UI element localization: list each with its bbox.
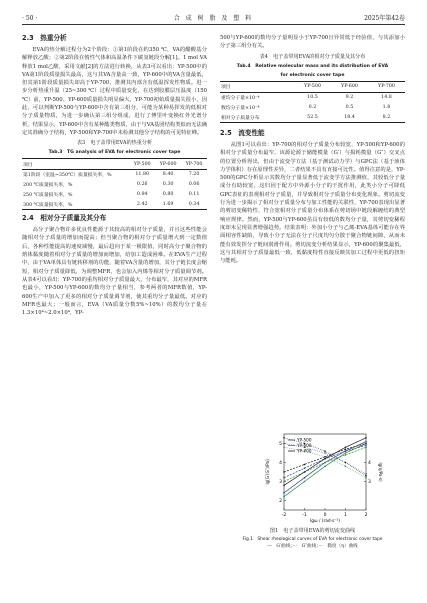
rheology-chart — [262, 428, 382, 524]
right-column — [220, 34, 405, 265]
data-point — [324, 456, 326, 458]
data-point — [304, 464, 306, 466]
data-point — [365, 445, 367, 447]
y-right-tick-label: 3 — [368, 480, 371, 485]
running-head — [22, 13, 405, 25]
table-cell: 重均分子量×10⁻⁴ — [221, 95, 260, 101]
data-point — [345, 454, 347, 456]
table-4 — [220, 81, 405, 123]
table-cell: 14.8 — [381, 94, 392, 100]
y-axis-label: lg[G′(G″)/Pa] — [265, 459, 270, 485]
x-tick-label: 1 — [344, 513, 347, 518]
table-cell: 300 ℃质量损失率，% — [22, 199, 129, 209]
table-header-cell: YP-500 — [294, 82, 331, 93]
table-cell: 7.20 — [188, 172, 200, 178]
table-row — [22, 180, 207, 190]
data-point — [304, 471, 306, 473]
section-2-4-heading: 2.4 相对分子质量及其分布 — [22, 214, 107, 223]
table-cell: 数均分子量×10⁻⁴ — [221, 105, 260, 111]
table-4-caption-cn: 表4 电子盖带用EVA的相对分子质量及其分布 — [259, 53, 366, 60]
legend-label: YP-600 — [297, 443, 312, 448]
table-cell: 52.5 — [294, 112, 331, 122]
x-tick-label: -2 — [281, 513, 287, 518]
table-cell: 9.2 — [345, 94, 354, 100]
section-2-5-heading: 2.5 流变性能 — [220, 128, 265, 137]
data-point — [324, 466, 326, 468]
data-point — [283, 496, 285, 498]
figure-1 — [262, 428, 382, 524]
table-cell: 第1阶段（室温~350℃）质量损失率，% — [23, 173, 112, 179]
x-tick-label: 2 — [364, 513, 368, 518]
table-row — [22, 199, 207, 209]
figure-1-caption-cn: 图1 电子盖带用EVA的剪切流变曲线 — [269, 528, 356, 534]
table-row — [22, 170, 207, 180]
table-3-caption-en: Tab.3 TG analysis of EVA for electronic cover tape — [48, 150, 181, 156]
legend-label: YP-500 — [297, 437, 312, 443]
y-tick-label: 2 — [279, 499, 282, 504]
continued-text: 500与YP-600的数均分子量明显小于YP-700且异常低于经验值，与其添加小分子第三组分有关。 — [220, 35, 405, 50]
table-cell: 0.26 — [136, 182, 148, 188]
table-header-cell: 项目 — [220, 82, 294, 93]
table-row — [220, 102, 405, 112]
data-point — [324, 458, 326, 460]
table-cell: 200 ℃质量损失率，% — [23, 183, 73, 189]
section-2-3-heading: 2.3 热重分析 — [22, 34, 67, 42]
data-point — [365, 437, 367, 439]
data-point — [365, 473, 367, 475]
data-point — [283, 437, 285, 439]
left-column — [22, 34, 207, 317]
section-2-3-text: EVA的热分解过程分为2个阶段：①第1阶段在约350 ℃，VA的醋酸基分解释放乙酸；②第2阶段在惰性气体和高温条件下碳氢链段分解[1]。1 mol VA释放1 mol乙酸，采用文献[2]的方法进行转换，从表3可以看出：YP-500中的VA第1阶段质量损失最高，这与其VA含量高一致，YP-600中的VA含量最低，但其第1阶段质量损失却高于YP-700，推测其内部含有低温挥发性物质。进一步分析热重升温（25~300 ℃）过程中质量变化，在达到胶膜层压温度（150 ℃）前，YP-500、YP-600质量损失明显偏大，YP-700初始质量损失很小，因此，可以判断YP-500与YP-600中含有第三组分，可能为某种易挥发的低相对分子质量物质，为进一步确认第三组分组成，进行了傅里叶变换红外光谱分析，结果显示，YP-600中含有某种酯类物质，由于与VA基团结构类似而无法确定其准确分子结构，YP-500和YP-700中未检测其他分子结构的可见特征峰。 — [22, 47, 207, 136]
table-cell: 0.06 — [188, 182, 200, 188]
data-point — [283, 471, 285, 473]
table-4-caption-en-line2: for electronic cover tape — [280, 72, 345, 78]
table-cell: 11.80 — [135, 172, 150, 178]
table-cell: 0.80 — [162, 192, 174, 198]
figure-1-caption-en: Fig.1 Shear rheological curves of EVA for electronic cover tape — [242, 537, 383, 542]
figure-1-legend-note: — G′曲线；··· G″曲线；··· 黏度（η）曲线 — [267, 544, 358, 549]
table-cell: 8.2 — [368, 112, 405, 122]
issue-label: 2025年第42卷 — [364, 15, 405, 22]
table-cell: 0.94 — [136, 192, 148, 198]
table-cell: 250 ℃质量损失率，% — [23, 193, 73, 199]
table-cell: 相对分子质量分布 — [220, 112, 294, 122]
data-point — [283, 443, 285, 445]
data-point — [365, 475, 367, 477]
table-header-cell: YP-700 — [368, 82, 405, 93]
table-cell: 1.8 — [382, 104, 391, 110]
table-header-row — [220, 82, 405, 93]
table-header-cell: YP-600 — [331, 82, 368, 93]
table-3 — [22, 158, 207, 210]
journal-title: 合 成 树 脂 及 塑 料 — [173, 15, 254, 22]
table-cell: 8.40 — [162, 172, 174, 178]
table-header-cell: YP-700 — [181, 159, 207, 170]
table-4-caption-en: Tab.4 Relative molecular mass and its distribution of EVA — [236, 63, 389, 69]
data-point — [345, 462, 347, 464]
y-right-axis-label: lg(η/Pa·s) — [378, 462, 383, 482]
y-tick-label: 4 — [279, 461, 282, 466]
data-point — [345, 447, 347, 449]
table-row — [220, 92, 405, 102]
table-cell: 0.30 — [162, 182, 174, 188]
table-cell: 0.2 — [308, 104, 317, 110]
data-point — [345, 466, 347, 468]
table-row — [22, 190, 207, 200]
data-point — [304, 467, 306, 469]
table-header-cell: YP-500 — [129, 159, 155, 170]
data-point — [283, 485, 285, 487]
y-right-tick-label: 4 — [368, 461, 371, 466]
table-cell: 0.11 — [188, 192, 200, 198]
data-point — [304, 481, 306, 483]
data-point — [283, 481, 285, 483]
data-point — [365, 447, 367, 449]
table-3-caption-cn: 表3 电子盖带用EVA的热重分析 — [76, 140, 153, 147]
data-point — [365, 441, 367, 443]
data-point — [283, 477, 285, 479]
section-2-5-text: 从图1可以看出：YP-700的相对分子质量分布较宽，YP-500和YP-600的相对分子质量分布最窄，该源论源于储能模量（G′）与损耗模量（G″）交叉点的位置分析得出，但由于流变学方法（基于测试动力学）与GPC法（基于液体力学体积）存在原理性差异，二者结果不具有直接可比性。值得注意的是，YP-500的GPC分析显示其数均分子量显著低于流变学方法推测值，其较低分子量成分有助较宽，这归因于配方中外源小分子的干扰作用，此类小分子可降低GPC表征的表观相对分子质量，并导致相对分子质量分布变化现象。剪切流变行为进一步揭示了相对分子质量分布与加工性能的关联性，YP-700表现出显著的剪切变稀特性，符合宽相对分子质量分布体系在剪切场中链段解缠结的典型响应规律。然而，YP-500与YP-600虽具有较低的数均分子量，其剪切变稀程度却未呈现显著增强趋势。结果表明：外加小分子与乙烯-EVA基体可能存在界面相容性缺陷，导致小分子无法在分子尺度均匀分散于聚合物链间隙，从而未能有效发挥分子链间润滑作用。剪切流变分析结果显示，YP-600的聚集最低，这与其相对分子质量最低一致，低黏度特性直接反映其加工过程中更低的扭矩与能耗。 — [220, 141, 405, 265]
y-tick-label: 5 — [279, 442, 282, 447]
table-header-cell: YP-600 — [155, 159, 181, 170]
legend-label: YP-700 — [297, 448, 312, 454]
table-row — [220, 112, 405, 122]
data-point — [324, 450, 326, 452]
data-point — [283, 492, 285, 494]
data-point — [304, 477, 306, 479]
table-cell: 0.5 — [345, 104, 354, 110]
data-point — [365, 443, 367, 445]
y-tick-label: 3 — [279, 480, 282, 485]
data-point — [345, 450, 347, 452]
table-cell: 1.69 — [155, 199, 181, 209]
table-cell: 10.5 — [307, 94, 318, 100]
x-tick-label: 0 — [323, 513, 327, 518]
table-cell: 0.34 — [181, 199, 207, 209]
table-header-row — [22, 159, 207, 170]
data-point — [345, 452, 347, 454]
data-point — [324, 452, 326, 454]
x-axis-label: lgω / (rad·s⁻¹) — [310, 519, 340, 524]
x-tick-label: -1 — [302, 513, 307, 518]
data-point — [283, 447, 285, 449]
table-cell: 18.4 — [331, 112, 368, 122]
data-point — [345, 448, 347, 450]
table-header-cell: 项目 — [22, 159, 129, 170]
table-cell: 2.42 — [129, 199, 155, 209]
data-point — [365, 477, 367, 479]
page-number: · 50 · — [22, 15, 38, 22]
data-point — [324, 462, 326, 464]
section-2-4-text: 高分子聚合物许多优良性能源于其较高的相对分子质量，并且这些性能会随相对分子质量的增加而提高；但当聚合物的相对分子质量增大到一定数值后，各种性能提高的速度减慢，最后趋向于某一极限值，同时高分子聚合物的熔体黏度随着相对分子质量的增加而增加，给加工造成困难。在EVA生产过程中，由于VA单体具有链转移剂的功能，随着VA含量的增加，其分子链长度会缩短，相对分子质量降低，为调整MFR，也会加入内烯等相对分子质量调节剂。从表4可以看出：YP-700的重均相对分子质量最大，分布最窄，其对应的MFR也最小，YP-500与YP-600的数均分子量相当，参考两者的MFR数值，YP-600生产中加入了更多的相对分子质量调节剂，使其重均分子量最低。对应的MFR也最大；一般而言，EVA（VA质量分数5%~10%）的数均分子量在1.3×10⁴~2.0×10⁴，YP- — [22, 227, 207, 317]
